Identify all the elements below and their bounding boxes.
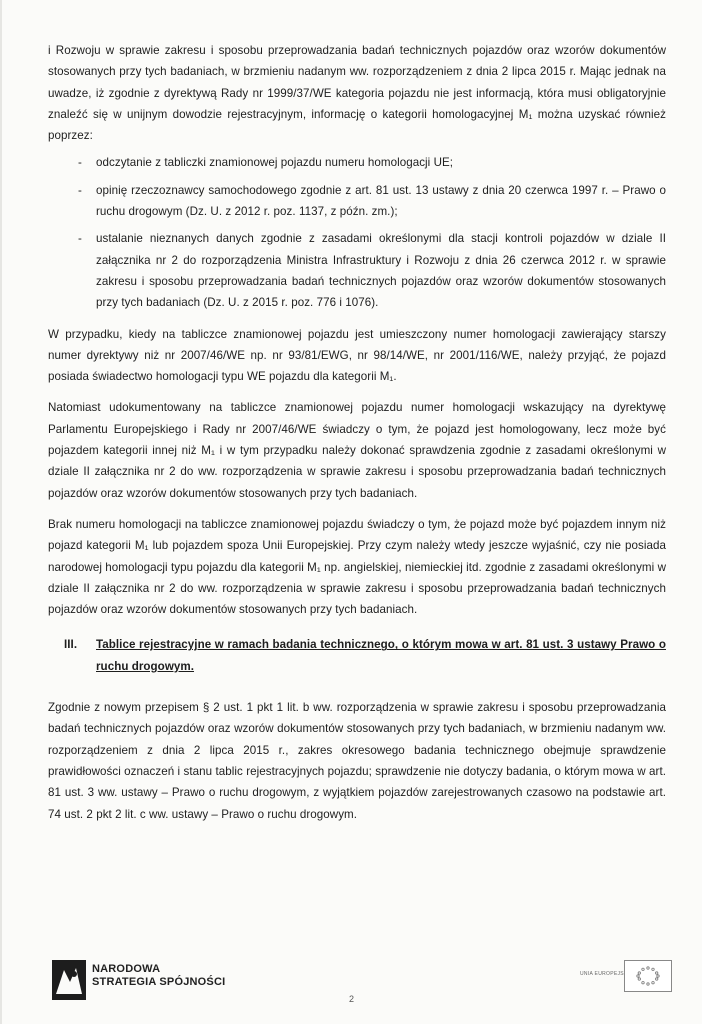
page-number: 2 [349, 994, 355, 1004]
nss-logo-mark-icon [52, 960, 86, 1000]
paragraph-intro: i Rozwoju w sprawie zakresu i sposobu przeprowadzania badań technicznych pojazdów oraz wzorów dokumentów stosowanych przy tych badaniach, w brzmieniu nadanym ww. rozporządzeniem z dnia 2 lipca 2015 r. Mając jednak na uwadze, iż zgodnie z dyrektywą Rady nr 1999/37/WE kategoria pojazdu nie jest informacją, która musi obligatoryjnie znaleźć się w unijnym dowodzie rejestracyjnym, informację o kategorii homologacyjnej M₁ można uzyskać również poprzez: [48, 44, 666, 143]
section-heading [48, 634, 666, 677]
nss-logo [52, 960, 232, 1000]
eu-flag-icon [624, 960, 672, 992]
document-body [48, 40, 666, 835]
page-footer [0, 940, 702, 1024]
list-item-text: opinię rzeczoznawcy samochodowego zgodnie z art. 81 ust. 13 ustawy z dnia 20 czerwca 1997 r. – Prawo o ruchu drogowym (Dz. U. z 2012 r. poz. 1137, z późn. zm.); [96, 183, 666, 219]
paragraph-homologation-older: W przypadku, kiedy na tabliczce znamionowej pojazdu jest umieszczony numer homologacji zawierający starszy numer dyrektywy niż nr 2007/46/WE np. nr 93/81/EWG, nr 98/14/WE, nr 2001/116/WE, należy przyjąć, że pojazd posiada świadectwo homologacji typu WE pojazdu dla kategorii M₁. [48, 327, 666, 384]
list-item [48, 228, 666, 313]
logo-line2: STRATEGIA SPÓJNOŚCI [92, 976, 226, 988]
eu-label: UNIA EUROPEJSKA [580, 971, 632, 977]
section-title: Tablice rejestracyjne w ramach badania technicznego, o którym mowa w art. 81 ust. 3 ustawy Prawo o ruchu drogowym. [96, 638, 666, 673]
bullet-dash: - [78, 156, 82, 170]
bullet-dash: - [78, 183, 82, 197]
paragraph-homologation-2007: Natomiast udokumentowany na tabliczce znamionowej pojazdu numer homologacji wskazujący na dyrektywę Parlamentu Europejskiego i Rady nr 2007/46/WE świadczy o tym, że pojazd jest homologowany, lecz może być pojazdem kategorii innej niż M₁ i w tym przypadku należy dokonać sprawdzenia zgodnie z zasadami określonymi w dziale II załącznika nr 2 do ww. rozporządzenia w sprawie zakresu i sposobu przeprowadzania badań technicznych pojazdów oraz wzorów dokumentów stosowanych przy tych badaniach. [48, 401, 666, 500]
list-item-text: odczytanie z tabliczki znamionowej pojazdu numeru homologacji UE; [96, 156, 454, 170]
bullet-dash: - [78, 232, 82, 246]
logo-line1: NARODOWA [92, 963, 161, 975]
list-item [48, 180, 666, 223]
scan-edge [0, 0, 2, 1024]
list-item [48, 152, 666, 173]
nss-logo-text [92, 963, 225, 989]
paragraph-no-homologation: Brak numeru homologacji na tabliczce znamionowej pojazdu świadczy o tym, że pojazd może być pojazdem innym niż pojazd kategorii M₁ lub pojazdem spoza Unii Europejskiej. Przy czym należy wtedy jeszcze wyjaśnić, czy nie posiada narodowej homologacji typu pojazdu dla kategorii M₁ np. angielskiej, niemieckiej itd. zgodnie z zasadami określonymi w dziale II załącznika nr 2 do ww. rozporządzenia w sprawie zakresu i sposobu przeprowadzania badań technicznych pojazdów oraz wzorów dokumentów stosowanych przy tych badaniach. [48, 517, 666, 617]
section-number: III. [64, 638, 78, 652]
list-item-text: ustalanie nieznanych danych zgodnie z zasadami określonymi dla stacji kontroli pojazdów w dziale II załącznika nr 2 do rozporządzenia Ministra Infrastruktury i Rozwoju z dnia 26 czerwca 2012 r. w sprawie zakresu i sposobu przeprowadzania badań technicznych pojazdów oraz wzorów dokumentów stosowanych przy tych badaniach (Dz. U. z 2015 r. poz. 776 i 1076). [96, 232, 666, 310]
paragraph-registration-plates: Zgodnie z nowym przepisem § 2 ust. 1 pkt 1 lit. b ww. rozporządzenia w sprawie zakresu i sposobu przeprowadzania badań technicznych pojazdów oraz wzorów dokumentów stosowanych przy tych badaniach, w brzmieniu nadanym ww. rozporządzeniem z dnia 2 lipca 2015 r., zakres okresowego badania technicznego obejmuje sprawdzenie prawidłowości oznaczeń i stanu tablic rejestracyjnych pojazdu; sprawdzenie nie dotyczy badania, o którym mowa w art. 81 ust. 3 ww. ustawy – Prawo o ruchu drogowym, z wyjątkiem pojazdów zarejestrowanych czasowo na podstawie art. 74 ust. 2 pkt 2 lit. c ww. ustawy – Prawo o ruchu drogowym. [48, 701, 666, 821]
